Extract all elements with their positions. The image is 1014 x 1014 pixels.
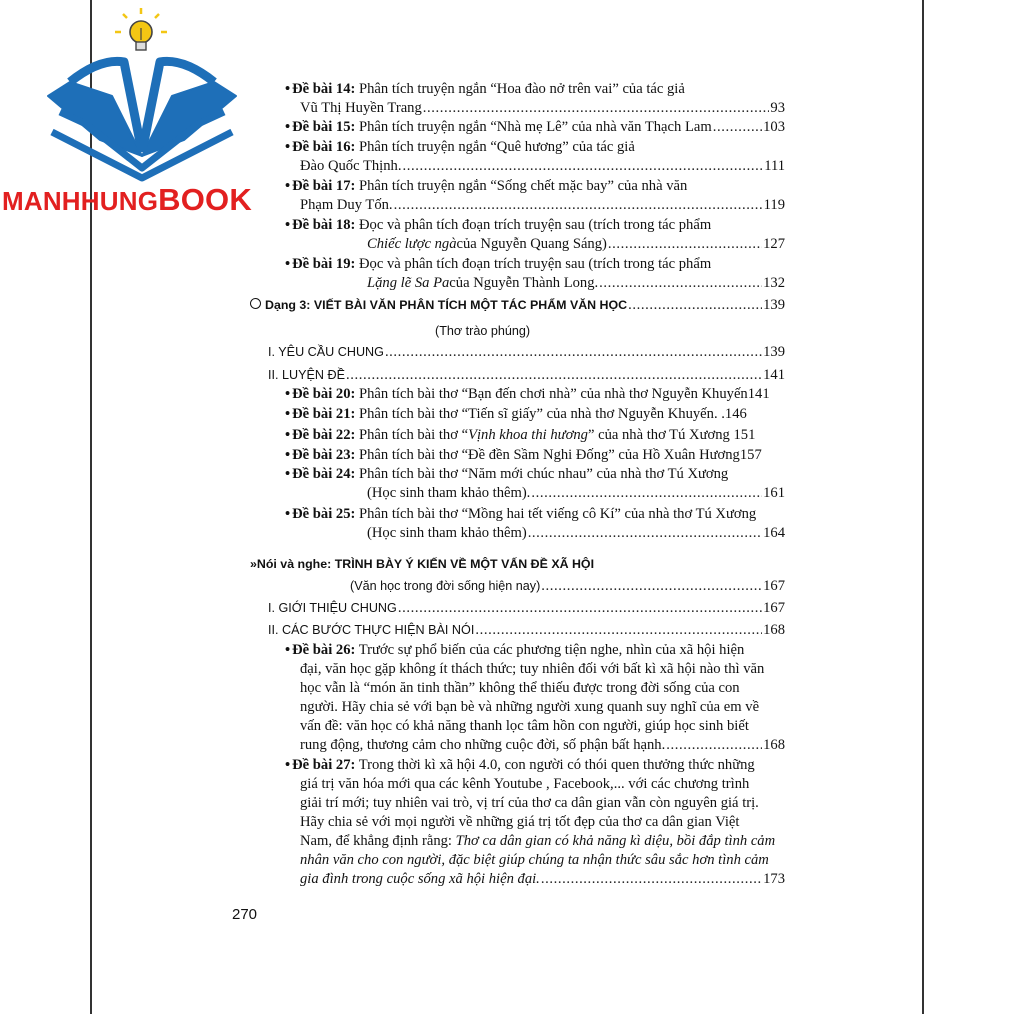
page-number: 151 xyxy=(733,427,756,443)
toc-item-italic-text: nhân văn cho con người, đặc biệt giúp chúng ta nhận thức sâu sắc hơn tình cảm xyxy=(300,852,769,868)
toc-item-16: • Đề bài 16: Phân tích truyện ngắn “Quê hương” của tác giả xyxy=(285,139,635,155)
toc-item-text: Phân tích truyện ngắn “Nhà mẹ Lê” của nhà văn Thạch Lam xyxy=(359,119,712,135)
toc-sec-cac-buoc xyxy=(268,621,785,640)
toc-item-26-line xyxy=(300,717,749,736)
toc-item-26-line xyxy=(300,698,759,717)
toc-item-keyword: Đề bài 15: xyxy=(292,119,356,135)
toc-item-text: Trong thời kì xã hội 4.0, con người có thói quen thưởng thức những xyxy=(358,757,755,773)
dot-leader xyxy=(528,524,762,543)
toc-item-26-line xyxy=(300,660,764,679)
dot-leader xyxy=(475,621,762,640)
toc-item-italic-text: Thơ ca dân gian có khả năng kì diệu, bồi đắp tình cảm xyxy=(455,833,776,849)
dot-leader xyxy=(394,196,763,215)
toc-item-27-line xyxy=(300,851,769,870)
toc-item-text: người. Hãy chia sẻ với bạn bè và những người xung quanh suy nghĩ của em về xyxy=(300,699,760,715)
toc-item-25-line2 xyxy=(367,524,785,543)
page-number: 127 xyxy=(763,236,785,252)
page-number: 167 xyxy=(763,600,785,616)
toc-item-23: • Đề bài 23: Phân tích bài thơ “Đề đền Sầm Nghi Đống” của Hồ Xuân Hương157 xyxy=(285,447,762,463)
section-label: I. GIỚI THIỆU CHUNG xyxy=(268,601,397,615)
toc-item-keyword: Đề bài 19: xyxy=(292,256,356,272)
page-number: 132 xyxy=(763,275,785,291)
toc-item-16-line2 xyxy=(300,157,785,176)
toc-item-text: vấn đề: văn học có khả năng thanh lọc tâm hồn con người, giúp học sinh biết xyxy=(300,718,749,734)
toc-item-text: giá trị văn hóa mới qua các kênh Youtube , Facebook,... với các chương trình xyxy=(300,776,750,792)
toc-item-text: Hãy chia sẻ với mọi người về những giá trị tốt đẹp của thơ ca dân gian Việt xyxy=(300,814,740,830)
page-number: 103 xyxy=(763,119,785,135)
toc-item-26: • Đề bài 26: Trước sự phổ biến của các phương tiện nghe, nhìn của xã hội hiện xyxy=(285,642,745,658)
toc-item-18-line2 xyxy=(367,235,785,254)
dot-leader xyxy=(628,296,762,315)
toc-item-text: Vũ Thị Huyền Trang xyxy=(300,100,422,116)
toc-item-keyword: Đề bài 25: xyxy=(292,506,356,522)
toc-sec-gioi-thieu-chung xyxy=(268,599,785,618)
dot-leader xyxy=(398,599,762,618)
dot-leader xyxy=(385,343,762,362)
toc-section-dang-3-sub xyxy=(435,322,530,341)
toc-sec-luyen-de xyxy=(268,366,785,385)
dot-leader xyxy=(541,577,762,596)
page-number: 146 xyxy=(724,406,747,422)
dot-leader xyxy=(608,235,762,254)
toc-item-text: Đọc và phân tích đoạn trích truyện sau (trích trong tác phẩm xyxy=(359,217,712,233)
toc-item-27-line xyxy=(300,794,759,813)
section-subtitle: (Văn học trong đời sống hiện nay) xyxy=(350,579,541,593)
page-number: 157 xyxy=(739,447,762,463)
toc-item-text: Phân tích bài thơ “Tiến sĩ giấy” của nhà thơ Nguyễn Khuyến. . xyxy=(359,406,725,422)
toc-item-keyword: Đề bài 17: xyxy=(292,178,356,194)
page-number: 93 xyxy=(770,100,785,116)
toc-item-14: • Đề bài 14: Phân tích truyện ngắn “Hoa đào nở trên vai” của tác giả xyxy=(285,81,685,97)
section-subtitle: (Thơ trào phúng) xyxy=(435,324,531,338)
toc-item-keyword: Đề bài 22: xyxy=(292,427,356,443)
toc-item-keyword: Đề bài 26: xyxy=(292,642,356,658)
dot-leader xyxy=(346,366,762,385)
section-label: I. YÊU CẦU CHUNG xyxy=(268,345,384,359)
page-number: 141 xyxy=(763,367,785,383)
dot-leader xyxy=(402,157,763,176)
toc-item-text: rung động, thương cảm cho những cuộc đời, số phận bất hạnh. xyxy=(300,737,666,753)
section-label: II. LUYỆN ĐỀ xyxy=(268,368,345,382)
toc-item-18: • Đề bài 18: Đọc và phân tích đoạn trích truyện sau (trích trong tác phẩm xyxy=(285,217,712,233)
toc-item-27-line xyxy=(300,813,739,832)
toc-item-27-line xyxy=(300,775,749,794)
toc-item-keyword: Đề bài 18: xyxy=(292,217,356,233)
toc-sec-yeu-cau-chung xyxy=(268,343,785,362)
page-number: 168 xyxy=(763,737,785,753)
toc-item-text: (Học sinh tham khảo thêm). xyxy=(367,485,531,501)
page-number: 168 xyxy=(763,622,785,638)
toc-item-text: Phân tích bài thơ “Bạn đến chơi nhà” của nhà thơ Nguyễn Khuyến xyxy=(359,386,748,402)
toc-item-15: • Đề bài 15: Phân tích truyện ngắn “Nhà mẹ Lê” của nhà văn Thạch Lam ..... 103 xyxy=(285,118,785,137)
work-title: Chiếc lược ngà xyxy=(367,236,457,252)
toc-item-keyword: Đề bài 14: xyxy=(292,81,356,97)
toc-item-keyword: Đề bài 16: xyxy=(292,139,356,155)
toc-item-text: (Học sinh tham khảo thêm) xyxy=(367,525,527,541)
toc-item-26-line xyxy=(300,736,785,755)
toc-item-text: giải trí mới; tuy nhiên vai trò, vị trí của thơ ca dân gian vẫn còn nguyên giá trị. xyxy=(300,795,759,811)
toc-item-text: Đào Quốc Thịnh. xyxy=(300,158,402,174)
page-number: 164 xyxy=(763,525,785,541)
toc-item-text: của Nguyễn Quang Sáng) xyxy=(456,236,607,252)
work-title: Lặng lẽ Sa Pa xyxy=(367,275,450,291)
toc-item-keyword: Đề bài 21: xyxy=(292,406,356,422)
toc-item-26-line xyxy=(300,679,740,698)
toc-item-text: Phân tích bài thơ “Mồng hai tết viếng cô Kí” của nhà thơ Tú Xương xyxy=(359,506,757,522)
toc-item-text: Nam, để khẳng định rằng: xyxy=(300,833,456,849)
toc-item-text: ” của nhà thơ Tú Xương xyxy=(587,427,730,443)
brand-name-part1: MANHHUNG xyxy=(2,186,159,216)
toc-item-text: Đọc và phân tích đoạn trích truyện sau (trích trong tác phẩm xyxy=(359,256,712,272)
toc-item-text: đại, văn học gặp không ít thách thức; tuy nhiên đối với bất kì xã hội nào thì văn xyxy=(300,661,765,677)
page-footer-number: 270 xyxy=(232,906,258,923)
toc-item-14-line2 xyxy=(300,99,785,118)
toc-item-keyword: Đề bài 24: xyxy=(292,466,356,482)
work-title: Vịnh khoa thi hương xyxy=(468,427,588,443)
dot-leader xyxy=(423,99,770,118)
section-title: Dạng 3: VIẾT BÀI VĂN PHÂN TÍCH MỘT TÁC PHẨM VĂN HỌC xyxy=(265,298,628,312)
toc-item-25: • Đề bài 25: Phân tích bài thơ “Mồng hai tết viếng cô Kí” của nhà thơ Tú Xương xyxy=(285,506,757,522)
section-title: Nói và nghe: TRÌNH BÀY Ý KIẾN VỀ MỘT VẤN ĐỀ XÃ HỘI xyxy=(256,557,595,571)
toc-item-17: • Đề bài 17: Phân tích truyện ngắn “Sống chết mặc bay” của nhà văn xyxy=(285,178,688,194)
brand-name-part2: BOOK xyxy=(158,182,252,217)
toc-item-24: • Đề bài 24: Phân tích bài thơ “Năm mới chúc nhau” của nhà thơ Tú Xương xyxy=(285,466,729,482)
page-number: 141 xyxy=(747,386,770,402)
toc-item-19-line2 xyxy=(367,274,785,293)
toc-item-text: Trước sự phổ biến của các phương tiện nghe, nhìn của xã hội hiện xyxy=(358,642,745,658)
toc-item-text: Phân tích truyện ngắn “Quê hương” của tác giả xyxy=(359,139,635,155)
toc-item-text: Phân tích truyện ngắn “Hoa đào nở trên vai” của tác giả xyxy=(359,81,685,97)
toc-item-20: • Đề bài 20: Phân tích bài thơ “Bạn đến chơi nhà” của nhà thơ Nguyễn Khuyến141 xyxy=(285,386,770,402)
toc-section-noi-va-nghe-sub xyxy=(350,577,785,596)
toc-item-text: học vẫn là “món ăn tinh thần” không thể thiếu được trong đời sống của con xyxy=(300,680,740,696)
dot-leader xyxy=(713,118,762,137)
toc-item-italic-text: gia đình trong cuộc sống xã hội hiện đại. xyxy=(300,871,540,887)
page-number: 167 xyxy=(763,578,785,594)
circle-bullet-icon xyxy=(250,298,261,309)
page-number: 161 xyxy=(763,485,785,501)
page-number: 139 xyxy=(763,344,785,360)
toc-item-text: Phân tích truyện ngắn “Sống chết mặc bay” của nhà văn xyxy=(359,178,688,194)
dot-leader xyxy=(541,870,762,889)
toc-item-19: • Đề bài 19: Đọc và phân tích đoạn trích truyện sau (trích trong tác phẩm xyxy=(285,256,712,272)
toc-item-27: • Đề bài 27: Trong thời kì xã hội 4.0, con người có thói quen thưởng thức những xyxy=(285,757,755,773)
page-number: 119 xyxy=(763,197,785,213)
toc-item-text: của Nguyễn Thành Long. xyxy=(449,275,599,291)
toc-item-keyword: Đề bài 23: xyxy=(292,447,356,463)
page-number: 111 xyxy=(764,158,785,174)
dot-leader xyxy=(599,274,762,293)
page-number: 139 xyxy=(763,297,785,313)
toc-item-text: Phân tích bài thơ “Năm mới chúc nhau” của nhà thơ Tú Xương xyxy=(359,466,729,482)
toc-item-text: Phân tích bài thơ “Đề đền Sầm Nghi Đống” của Hồ Xuân Hương xyxy=(359,447,740,463)
toc-item-text: Phạm Duy Tốn. xyxy=(300,197,393,213)
toc-item-24-line2 xyxy=(367,484,785,503)
toc-item-keyword: Đề bài 27: xyxy=(292,757,356,773)
toc-item-27-line xyxy=(300,832,775,851)
toc-item-text: Phân tích bài thơ “ xyxy=(359,427,469,443)
section-label: II. CÁC BƯỚC THỰC HIỆN BÀI NÓI xyxy=(268,623,475,637)
page-number: 173 xyxy=(763,871,785,887)
toc-section-dang-3 xyxy=(250,296,785,315)
toc-item-21: • Đề bài 21: Phân tích bài thơ “Tiến sĩ giấy” của nhà thơ Nguyễn Khuyến. .146 xyxy=(285,406,747,422)
toc-item-keyword: Đề bài 20: xyxy=(292,386,356,402)
toc-item-17-line2 xyxy=(300,196,785,215)
toc-section-noi-va-nghe xyxy=(250,555,594,574)
toc-item-27-line xyxy=(300,870,785,889)
dot-leader xyxy=(666,736,762,755)
toc-item-22: • Đề bài 22: Phân tích bài thơ “Vịnh khoa thi hương” của nhà thơ Tú Xương 151 xyxy=(285,427,756,443)
dot-leader xyxy=(531,484,762,503)
double-arrow-icon: » xyxy=(250,557,257,571)
